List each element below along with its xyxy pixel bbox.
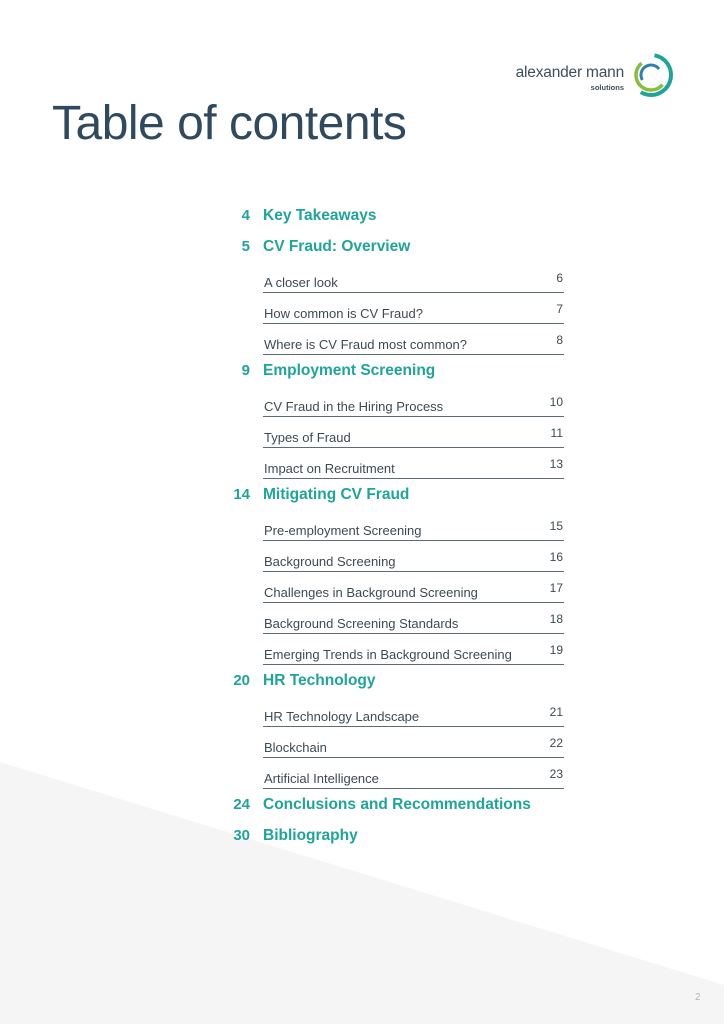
toc-subsection-item[interactable]: [263, 696, 564, 727]
toc-subsection-page-number: 13: [549, 457, 563, 471]
toc-section-page-number: 20: [233, 672, 250, 689]
toc-subsection-page-number: 11: [550, 426, 563, 440]
toc-section-page-number: 24: [233, 796, 250, 813]
toc-section-item[interactable]: [222, 820, 564, 851]
table-of-contents: [222, 200, 564, 851]
page-title: Table of contents: [52, 97, 407, 150]
logo-sub: solutions: [590, 83, 624, 92]
toc-section-title: Bibliography: [263, 826, 358, 844]
toc-section-page-number: 9: [241, 362, 250, 379]
toc-subsection-title: Background Screening Standards: [264, 616, 459, 631]
toc-subsection-page-number: 21: [549, 705, 563, 719]
toc-subsection-item[interactable]: [263, 386, 564, 417]
toc-subsection-title: Where is CV Fraud most common?: [264, 337, 468, 352]
toc-subsection-page-number: 6: [556, 271, 563, 285]
toc-section-item[interactable]: [222, 665, 564, 696]
toc-subsection-title: How common is CV Fraud?: [264, 306, 423, 321]
toc-section-title: HR Technology: [263, 671, 376, 689]
toc-subsection-title: Blockchain: [264, 740, 327, 755]
toc-subsection-page-number: 8: [556, 333, 563, 347]
toc-subsection-item[interactable]: [263, 448, 564, 479]
toc-subsection-page-number: 16: [549, 550, 563, 564]
toc-section-title: Mitigating CV Fraud: [263, 485, 410, 503]
toc-subsection-page-number: 23: [549, 767, 563, 781]
toc-subsection-page-number: 18: [549, 612, 563, 626]
toc-subsection-title: Challenges in Background Screening: [264, 585, 478, 600]
toc-subsection-item[interactable]: [263, 727, 564, 758]
toc-subsection-title: Impact on Recruitment: [264, 461, 395, 476]
toc-subsection-item[interactable]: [263, 293, 564, 324]
toc-subsection-title: Background Screening: [264, 554, 396, 569]
toc-subsection-title: Emerging Trends in Background Screening: [264, 647, 512, 662]
toc-subsection-item[interactable]: [263, 541, 564, 572]
toc-section-item[interactable]: [222, 355, 564, 386]
toc-section-title: Employment Screening: [263, 361, 436, 379]
toc-section-page-number: 4: [241, 207, 250, 224]
logo-name: alexander mann: [515, 64, 624, 81]
toc-section-item[interactable]: [222, 231, 564, 262]
toc-section-item[interactable]: [222, 789, 564, 820]
toc-subsection-title: Artificial Intelligence: [264, 771, 379, 786]
toc-section-title: CV Fraud: Overview: [263, 237, 411, 255]
toc-subsection-title: CV Fraud in the Hiring Process: [264, 399, 444, 414]
page-number: 2: [695, 992, 701, 1003]
toc-subsection-page-number: 10: [549, 395, 563, 409]
toc-subsection-page-number: 15: [549, 519, 563, 533]
toc-subsection-item[interactable]: [263, 603, 564, 634]
toc-subsection-item[interactable]: [263, 417, 564, 448]
toc-section-item[interactable]: [222, 479, 564, 510]
logo-swirl-icon: [626, 50, 676, 100]
toc-section-page-number: 14: [233, 486, 250, 503]
toc-subsection-item[interactable]: [263, 758, 564, 789]
toc-subsection-item[interactable]: [263, 510, 564, 541]
toc-subsection-title: HR Technology Landscape: [264, 709, 420, 724]
toc-subsection-title: A closer look: [264, 275, 338, 290]
toc-subsection-page-number: 19: [549, 643, 563, 657]
toc-section-page-number: 5: [241, 238, 250, 255]
toc-section-page-number: 30: [233, 827, 250, 844]
toc-subsection-item[interactable]: [263, 572, 564, 603]
toc-subsection-item[interactable]: [263, 634, 564, 665]
toc-subsection-item[interactable]: [263, 262, 564, 293]
toc-section-item[interactable]: [222, 200, 564, 231]
toc-subsection-page-number: 17: [549, 581, 563, 595]
toc-subsection-page-number: 7: [556, 302, 563, 316]
toc-section-title: Conclusions and Recommendations: [263, 795, 531, 813]
toc-subsection-page-number: 22: [549, 736, 563, 750]
toc-section-title: Key Takeaways: [263, 206, 377, 224]
toc-subsection-title: Pre-employment Screening: [264, 523, 422, 538]
company-logo: [515, 50, 676, 100]
toc-subsection-title: Types of Fraud: [264, 430, 351, 445]
toc-subsection-item[interactable]: [263, 324, 564, 355]
